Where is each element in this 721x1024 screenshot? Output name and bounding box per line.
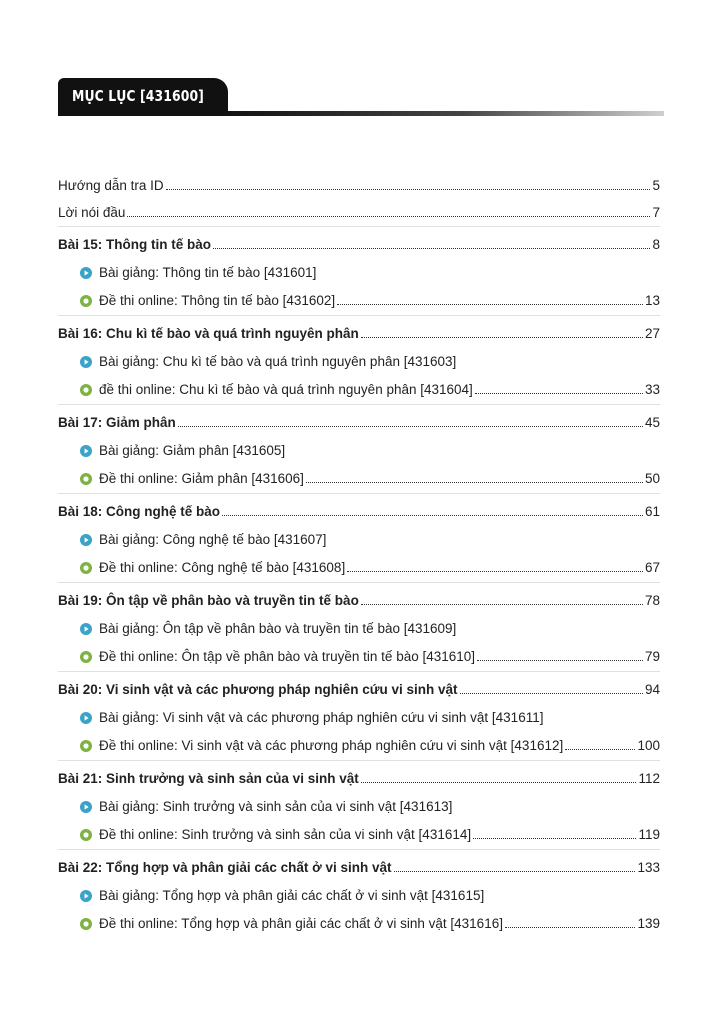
exam-label: Đề thi online: Thông tin tế bào [431602] [99,293,336,308]
exam-label: Đề thi online: Ôn tập về phân bào và truyền tin tế bào [431610] [99,649,476,664]
toc-exam-431610[interactable] [80,646,660,666]
toc-lecture-431613[interactable] [80,796,660,816]
exam-icon [80,651,92,663]
exam-label: Đề thi online: Tổng hợp và phân giải các chất ở vi sinh vật [431616] [99,916,503,931]
toc-lecture-431615[interactable] [80,885,660,905]
toc-lesson-16[interactable] [58,323,660,343]
toc-entry-page: 5 [652,178,660,193]
toc-entry-label: Hướng dẫn tra ID [58,178,164,193]
play-icon [80,356,92,368]
toc-exam-431612[interactable] [80,735,660,755]
dot-leader [306,481,643,483]
lesson-title: Bài 19: Ôn tập về phân bào và truyền tin tế bào [58,593,359,608]
play-icon [80,890,92,902]
dot-leader [166,188,651,190]
lesson-page: 8 [652,237,660,252]
divider [58,315,660,316]
lesson-title: Bài 15: Thông tin tế bào [58,237,212,252]
exam-page: 50 [644,471,660,486]
divider [58,849,660,850]
dot-leader [213,247,650,249]
exam-page: 139 [637,916,660,931]
lesson-page: 78 [644,593,660,608]
toc-lesson-18[interactable] [58,501,660,521]
divider [58,226,660,227]
exam-label: Đề thi online: Sinh trưởng và sinh sản của vi sinh vật [431614] [99,827,472,842]
play-icon [80,534,92,546]
play-icon [80,445,92,457]
lecture-label: Bài giảng: Tổng hợp và phân giải các chất ở vi sinh vật [431615] [99,888,485,903]
exam-label: Đề thi online: Công nghệ tế bào [431608] [99,560,346,575]
toc-exam-431608[interactable] [80,557,660,577]
divider [58,582,660,583]
toc-exam-431604[interactable] [80,379,660,399]
toc-exam-431602[interactable] [80,290,660,310]
toc-entry-preface[interactable] [58,202,660,222]
lecture-label: Bài giảng: Chu kì tế bào và quá trình nguyên phân [431603] [99,354,457,369]
exam-label: đề thi online: Chu kì tế bào và quá trình nguyên phân [431604] [99,382,473,397]
exam-page: 79 [644,649,660,664]
lesson-page: 133 [637,860,660,875]
lesson-page: 94 [644,682,660,697]
toc-lesson-21[interactable] [58,768,660,788]
toc-lesson-15[interactable] [58,234,660,254]
play-icon [80,801,92,813]
toc-lesson-22[interactable] [58,857,660,877]
exam-icon [80,829,92,841]
header-tab [58,78,228,116]
play-icon [80,623,92,635]
lesson-page: 45 [644,415,660,430]
toc-lecture-431603[interactable] [80,351,660,371]
dot-leader [347,570,643,572]
exam-page: 67 [644,560,660,575]
toc-lesson-19[interactable] [58,590,660,610]
toc-lecture-431607[interactable] [80,529,660,549]
divider [58,493,660,494]
toc-entry-guide[interactable] [58,175,660,195]
toc-entry-label: Lời nói đầu [58,205,126,220]
lecture-label: Bài giảng: Sinh trưởng và sinh sản của vi sinh vật [431613] [99,799,453,814]
toc-lecture-431611[interactable] [80,707,660,727]
exam-page: 13 [644,293,660,308]
dot-leader [127,215,650,217]
toc-lecture-431601[interactable] [80,262,660,282]
toc-lesson-17[interactable] [58,412,660,432]
exam-icon [80,295,92,307]
dot-leader [460,692,643,694]
toc-exam-431616[interactable] [80,913,660,933]
dot-leader [178,425,643,427]
page-title: MỤC LỤC [431600] [72,87,204,105]
exam-icon [80,740,92,752]
lesson-page: 112 [638,771,660,786]
dot-leader [477,659,643,661]
dot-leader [361,781,637,783]
play-icon [80,267,92,279]
lesson-title: Bài 17: Giảm phân [58,415,176,430]
dot-leader [473,837,636,839]
dot-leader [337,303,643,305]
lecture-label: Bài giảng: Thông tin tế bào [431601] [99,265,317,280]
toc-lesson-20[interactable] [58,679,660,699]
play-icon [80,712,92,724]
lecture-label: Bài giảng: Vi sinh vật và các phương pháp nghiên cứu vi sinh vật [431611] [99,710,544,725]
lesson-title: Bài 16: Chu kì tế bào và quá trình nguyên phân [58,326,359,341]
lesson-title: Bài 22: Tổng hợp và phân giải các chất ở vi sinh vật [58,860,392,875]
header-rule [218,111,664,116]
toc-lecture-431609[interactable] [80,618,660,638]
exam-page: 33 [644,382,660,397]
lecture-label: Bài giảng: Công nghệ tế bào [431607] [99,532,327,547]
dot-leader [505,926,636,928]
lesson-title: Bài 18: Công nghệ tế bào [58,504,221,519]
toc-exam-431606[interactable] [80,468,660,488]
exam-icon [80,384,92,396]
exam-icon [80,562,92,574]
dot-leader [222,514,643,516]
toc-exam-431614[interactable] [80,824,660,844]
exam-label: Đề thi online: Giảm phân [431606] [99,471,304,486]
toc-entry-page: 7 [652,205,660,220]
dot-leader [361,336,643,338]
exam-icon [80,918,92,930]
toc-lecture-431605[interactable] [80,440,660,460]
lecture-label: Bài giảng: Giảm phân [431605] [99,443,286,458]
lesson-title: Bài 21: Sinh trưởng và sinh sản của vi sinh vật [58,771,359,786]
lesson-page: 61 [644,504,660,519]
toc-header [58,78,664,116]
lecture-label: Bài giảng: Ôn tập về phân bào và truyền tin tế bào [431609] [99,621,457,636]
divider [58,671,660,672]
lesson-title: Bài 20: Vi sinh vật và các phương pháp nghiên cứu vi sinh vật [58,682,458,697]
lesson-page: 27 [644,326,660,341]
exam-label: Đề thi online: Vi sinh vật và các phương pháp nghiên cứu vi sinh vật [431612] [99,738,564,753]
exam-page: 100 [637,738,660,753]
exam-icon [80,473,92,485]
dot-leader [475,392,643,394]
dot-leader [565,748,635,750]
dot-leader [394,870,636,872]
divider [58,760,660,761]
dot-leader [361,603,643,605]
exam-page: 119 [638,827,660,842]
divider [58,404,660,405]
